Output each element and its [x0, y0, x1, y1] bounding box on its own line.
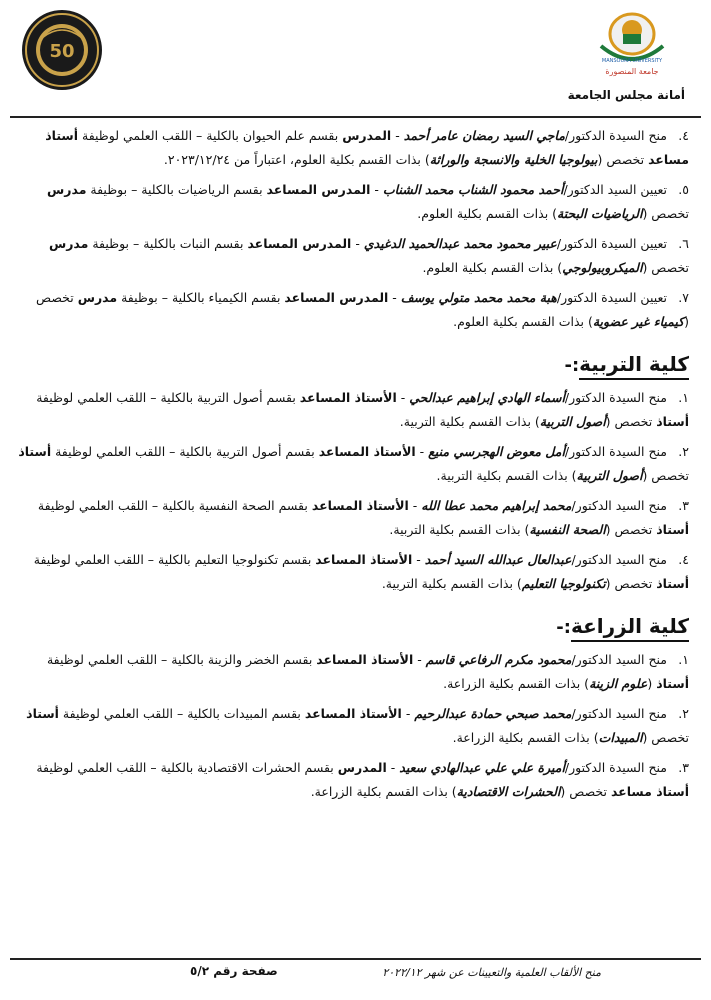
item-text: ) بذات القسم بكلية الزراعة. [310, 784, 457, 799]
item-number: ٥. [678, 182, 689, 197]
item-text: بقسم علم الحيوان بالكلية – اللقب العلمي لوظيفة [78, 128, 343, 143]
list-item [16, 178, 689, 226]
item-text: بقسم الرياضيات بالكلية – بوظيفة [86, 182, 267, 197]
job-title: المدرس المساعد [266, 182, 371, 197]
anniversary-logo [20, 8, 104, 92]
section-suffix: :- [564, 355, 580, 376]
emphasized-text: أصول التربية [539, 414, 606, 429]
emphasized-text: محمد صبحي حمادة عبدالرحيم [414, 706, 572, 721]
item-number: ٢. [678, 706, 689, 721]
list-item [16, 386, 689, 434]
university-crest [591, 8, 673, 80]
item-text: بقسم النبات بالكلية – بوظيفة [88, 236, 248, 251]
item-text: بقسم أصول التربية بالكلية – اللقب العلمي لوظيفة [51, 444, 319, 459]
item-number: ٤. [678, 128, 689, 143]
item-text: ) بذات القسم بكلية العلوم. [453, 314, 593, 329]
item-number: ٣. [678, 498, 689, 513]
item-text: تعيين السيدة الدكتور/ [556, 236, 667, 251]
emphasized-text: الرياضيات البحتة [557, 206, 643, 221]
item-text: تعيين السيد الدكتور/ [563, 182, 667, 197]
section-title: كلية الزراعة [571, 614, 689, 642]
item-number: ١. [678, 390, 689, 405]
list-item [16, 232, 689, 280]
item-text: ) بذات القسم بكلية الزراعة. [452, 730, 599, 745]
footer-divider [10, 958, 701, 960]
item-text: تخصص ( [36, 290, 689, 329]
item-text: - [351, 236, 364, 251]
item-text: تخصص ( [605, 414, 657, 429]
item-text: - [370, 182, 383, 197]
item-text: تخصص ( [642, 206, 689, 221]
item-text: تخصص ( [597, 152, 649, 167]
list-item [16, 286, 689, 334]
list-item [16, 548, 689, 596]
emphasized-text: أميرة علي علي عبدالهادي سعيد [399, 760, 565, 775]
logo-number: 50 [49, 41, 75, 62]
item-text: - [413, 652, 426, 667]
crest-text-en: MANSOURA UNIVERSITY [601, 58, 663, 64]
item-text: بقسم المبيدات بالكلية – اللقب العلمي لوظيفة [58, 706, 305, 721]
job-title: أستاذ [656, 576, 689, 591]
item-text: بقسم الكيمياء بالكلية – بوظيفة [117, 290, 285, 305]
item-text: بقسم أصول التربية بالكلية – اللقب العلمي لوظيفة [36, 390, 300, 405]
emphasized-text: الصحة النفسية [529, 522, 606, 537]
item-text: ) بذات القسم بكلية الزراعة. [443, 676, 590, 691]
item-text: بقسم الخضر والزينة بالكلية – اللقب العلمي لوظيفة [46, 652, 317, 667]
emphasized-text: أحمد محمود الشناب محمد الشناب [382, 182, 564, 197]
job-title: أستاذ [18, 444, 52, 459]
section-title: كلية التربية [579, 352, 689, 380]
job-title: أستاذ [656, 522, 689, 537]
list-item [16, 702, 689, 750]
emphasized-text: هبة محمد محمد متولي يوسف [400, 290, 557, 305]
item-number: ٧. [678, 290, 689, 305]
emphasized-text: تكنولوجيا التعليم [521, 576, 606, 591]
emphasized-text: بيولوجيا الخلية والانسجة والوراثة [429, 152, 598, 167]
item-number: ٢. [678, 444, 689, 459]
job-title: المدرس المساعد [247, 236, 352, 251]
item-text: ( [647, 676, 657, 691]
item-text: - [408, 498, 422, 513]
item-text: ) بذات القسم بكلية التربية. [381, 576, 522, 591]
emphasized-text: الحشرات الاقتصادية [456, 784, 561, 799]
item-text: منح السيد الدكتور/ [571, 706, 667, 721]
item-text: ) بذات القسم بكلية العلوم. [422, 260, 563, 275]
section-heading-education [16, 352, 689, 380]
job-title: أستاذ [26, 706, 59, 721]
item-text: - [415, 444, 429, 459]
emphasized-text: أسماء الهادي إبراهيم عبدالحي [409, 390, 565, 405]
item-number: ٣. [678, 760, 689, 775]
footer-caption: منح الألقاب العلمية والتعيينات عن شهر ٢٠٢٢/١٢ [382, 966, 601, 979]
item-number: ١. [678, 652, 689, 667]
item-text: تخصص ( [605, 576, 657, 591]
item-text: - [412, 552, 425, 567]
job-title: مدرس [47, 182, 87, 197]
council-secretariat: أمانة مجلس الجامعة [567, 88, 685, 102]
header-divider [10, 116, 701, 118]
agriculture-faculty-list [16, 648, 689, 804]
item-text: منح السيدة الدكتور/ [564, 390, 667, 405]
job-title: أستاذ [656, 676, 689, 691]
emphasized-text: محمود مكرم الرفاعي قاسم [425, 652, 572, 667]
item-text: منح السيدة الدكتور/ [564, 444, 667, 459]
job-title: المدرس [337, 760, 387, 775]
job-title: الأستاذ المساعد [318, 444, 416, 459]
item-text: بقسم الحشرات الاقتصادية بالكلية – اللقب العلمي لوظيفة [36, 760, 338, 775]
item-text: ) بذات القسم بكلية التربية. [399, 414, 540, 429]
section-suffix: :- [556, 617, 571, 638]
item-text: منح السيد الدكتور/ [571, 652, 667, 667]
job-title: المدرس المساعد [284, 290, 389, 305]
document-body [16, 124, 689, 810]
letterhead [0, 0, 711, 120]
list-item [16, 440, 689, 488]
item-text: - [386, 760, 400, 775]
job-title: مدرس [48, 236, 89, 251]
item-text: منح السيد الدكتور/ [571, 498, 667, 513]
page-number: صفحة رقم ٥/٢ [190, 964, 278, 978]
emphasized-text: محمد إبراهيم محمد عطا الله [421, 498, 572, 513]
job-title: أستاذ مساعد [45, 128, 689, 167]
item-number: ٤. [678, 552, 689, 567]
list-item [16, 494, 689, 542]
job-title: أستاذ [656, 414, 689, 429]
emphasized-text: أمل معوض الهجرسي منيع [428, 444, 565, 459]
item-text: تعيين السيدة الدكتور/ [556, 290, 667, 305]
emphasized-text: كيمياء غير عضوية [592, 314, 685, 329]
item-number: ٦. [678, 236, 689, 251]
item-text: - [396, 390, 410, 405]
item-text: تخصص ( [642, 468, 689, 483]
item-text: - [388, 290, 401, 305]
item-text: بقسم الصحة النفسية بالكلية – اللقب العلمي لوظيفة [37, 498, 312, 513]
emphasized-text: علوم الزينة [589, 676, 648, 691]
job-title: الأستاذ المساعد [311, 498, 409, 513]
job-title: الأستاذ المساعد [315, 552, 413, 567]
item-text: - [401, 706, 415, 721]
job-title: مدرس [77, 290, 118, 305]
list-item [16, 648, 689, 696]
emphasized-text: عبدالعال عبدالله السيد أحمد [424, 552, 572, 567]
job-title: الأستاذ المساعد [316, 652, 414, 667]
emphasized-text: ماجي السيد رمضان عامر أحمد [403, 128, 565, 143]
job-title: أستاذ مساعد [610, 784, 689, 799]
item-text: ) بذات القسم بكلية التربية. [436, 468, 577, 483]
item-text: منح السيدة الدكتور/ [564, 128, 667, 143]
science-faculty-list [16, 124, 689, 334]
item-text: ) بذات القسم بكلية العلوم. [417, 206, 558, 221]
item-text: تخصص ( [642, 730, 689, 745]
item-text: تخصص ( [560, 784, 611, 799]
job-title: المدرس [342, 128, 392, 143]
emphasized-text: الميكروبيولوجي [562, 260, 643, 275]
job-title: الأستاذ المساعد [299, 390, 397, 405]
list-item [16, 124, 689, 172]
section-heading-agriculture [16, 614, 689, 642]
crest-text-ar: جامعة المنصورة [605, 67, 659, 76]
emphasized-text: أصول التربية [576, 468, 643, 483]
item-text: ) بذات القسم بكلية العلوم، اعتباراً من ٢٠٢٣/١٢/٢٤. [163, 152, 430, 167]
item-text: تخصص ( [605, 522, 657, 537]
item-text: منح السيد الدكتور/ [571, 552, 667, 567]
item-text: منح السيدة الدكتور/ [564, 760, 667, 775]
item-text: بقسم تكنولوجيا التعليم بالكلية – اللقب العلمي لوظيفة [33, 552, 316, 567]
item-text: ) بذات القسم بكلية التربية. [389, 522, 530, 537]
item-text: تخصص ( [642, 260, 689, 275]
emphasized-text: المبيدات [598, 730, 643, 745]
emphasized-text: عبير محمود محمد عبدالحميد الدغيدي [363, 236, 557, 251]
list-item [16, 756, 689, 804]
education-faculty-list [16, 386, 689, 596]
item-text: - [391, 128, 404, 143]
job-title: الأستاذ المساعد [304, 706, 402, 721]
